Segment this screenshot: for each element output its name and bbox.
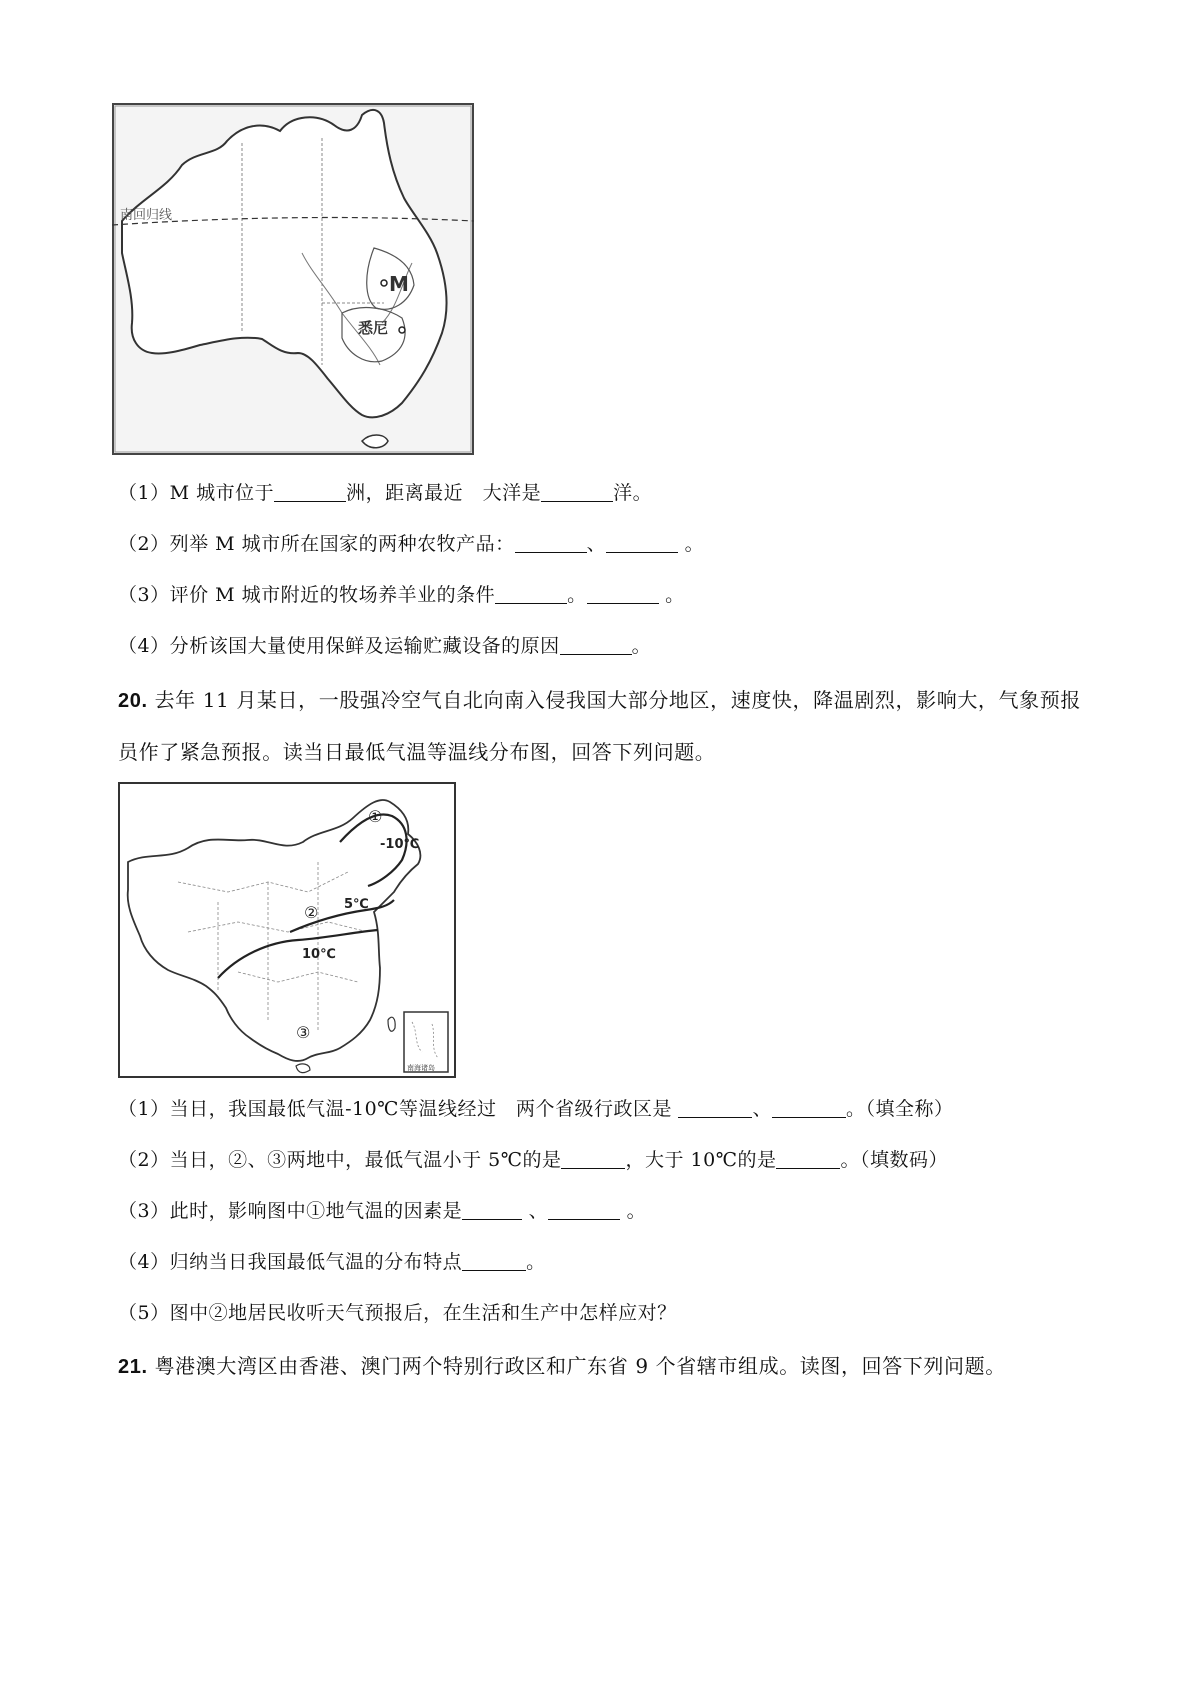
answer-blank[interactable] (462, 1201, 522, 1220)
answer-blank[interactable] (274, 483, 346, 502)
q19-sub1 (118, 480, 652, 506)
answer-blank[interactable] (776, 1150, 840, 1169)
q19-sub3 (118, 582, 685, 608)
south-china-sea-inset (404, 1012, 448, 1072)
q19-s3-text-a: （3）评价 M 城市附近的牧场养羊业的条件 (118, 584, 496, 606)
q20-stem-text-1: 去年 11 月某日，一股强冷空气自北向南入侵我国大部分地区，速度快，降温剧烈，影响大，气象预报 (147, 688, 1081, 712)
q20-sub2 (118, 1147, 948, 1173)
q20-s5-text: （5）图中②地居民收听天气预报后，在生活和生产中怎样应对？ (118, 1302, 677, 1324)
q20-number: 20. (118, 690, 148, 712)
sydney-label: 悉尼 (358, 319, 389, 337)
answer-blank[interactable] (462, 1252, 526, 1271)
china-isotherm-map (118, 782, 456, 1078)
q19-s2-text-c: 。 (678, 533, 705, 555)
q19-s1-text-a: （1）M 城市位于 (118, 482, 275, 504)
q21-stem-text: 粤港澳大湾区由香港、澳门两个特别行政区和广东省 9 个省辖市组成。读图，回答下列问题。 (147, 1354, 1006, 1378)
q19-s3-text-c: 。 (658, 584, 685, 606)
answer-blank[interactable] (678, 1099, 752, 1118)
q20-stem-line2 (118, 738, 715, 766)
q19-sub2 (118, 531, 704, 557)
australia-map (112, 103, 474, 455)
q19-s2-text-a: （2）列举 M 城市所在国家的两种农牧产品： (118, 533, 515, 555)
map-label-1: ① (368, 807, 383, 826)
answer-blank[interactable] (541, 483, 613, 502)
q20-sub4 (118, 1249, 546, 1275)
q20-sub1 (118, 1096, 954, 1122)
inset-label: 南海诸岛 (407, 1064, 435, 1072)
tropic-label: 南回归线 (120, 208, 173, 223)
q20-s1-text-c: 。（填全称） (846, 1098, 954, 1120)
answer-blank[interactable] (560, 636, 632, 655)
q19-s2-text-b: 、 (586, 533, 607, 555)
answer-blank[interactable] (548, 1201, 620, 1220)
q20-s2-text-c: 。（填数码） (840, 1149, 948, 1171)
city-m-label: M (389, 272, 409, 296)
answer-blank[interactable] (772, 1099, 846, 1118)
q20-s1-text-b: 、 (752, 1098, 772, 1120)
q21-stem (118, 1352, 1006, 1381)
answer-blank[interactable] (561, 1150, 625, 1169)
answer-blank[interactable] (587, 585, 659, 604)
iso-label-10: 10℃ (302, 947, 336, 962)
map-label-2: ② (304, 903, 319, 922)
q20-s1-text-a: （1）当日，我国最低气温-10℃等温线经过 两个省级行政区是 (118, 1098, 679, 1120)
q21-number: 21. (118, 1356, 148, 1378)
q19-s1-text-b: 洲，距离最近 大洋是 (346, 482, 542, 504)
q20-stem-text-2: 员作了紧急预报。读当日最低气温等温线分布图，回答下列问题。 (118, 740, 716, 764)
answer-blank[interactable] (606, 534, 678, 553)
q19-s4-text-a: （4）分析该国大量使用保鲜及运输贮藏设备的原因 (118, 635, 560, 657)
q20-sub3 (118, 1198, 646, 1224)
australia-map-figure (112, 103, 474, 455)
sydney-dot (399, 327, 405, 333)
city-m-dot (381, 280, 387, 286)
q20-s3-text-c: 。 (620, 1200, 647, 1222)
q20-sub5 (118, 1300, 677, 1326)
q20-s2-text-b: ，大于 10℃的是 (625, 1149, 777, 1171)
answer-blank[interactable] (515, 534, 587, 553)
q19-s1-text-c: 洋。 (613, 482, 653, 504)
q20-s2-text-a: （2）当日，②、③两地中，最低气温小于 5℃的是 (118, 1149, 562, 1171)
iso-label-5: 5℃ (344, 897, 369, 912)
q19-sub4 (118, 633, 651, 659)
iso-label-minus10: -10℃ (380, 837, 420, 852)
q20-s4-text-b: 。 (526, 1251, 546, 1273)
q20-s3-text-b: 、 (522, 1200, 549, 1222)
map-label-3: ③ (296, 1023, 311, 1042)
q20-stem-line1 (118, 686, 1081, 715)
q19-s4-text-b: 。 (631, 635, 652, 657)
q19-s3-text-b: 。 (567, 584, 587, 606)
answer-blank[interactable] (495, 585, 567, 604)
china-isotherm-map-figure (118, 782, 456, 1078)
q20-s4-text-a: （4）归纳当日我国最低气温的分布特点 (118, 1251, 463, 1273)
q20-s3-text-a: （3）此时，影响图中①地气温的因素是 (118, 1200, 463, 1222)
